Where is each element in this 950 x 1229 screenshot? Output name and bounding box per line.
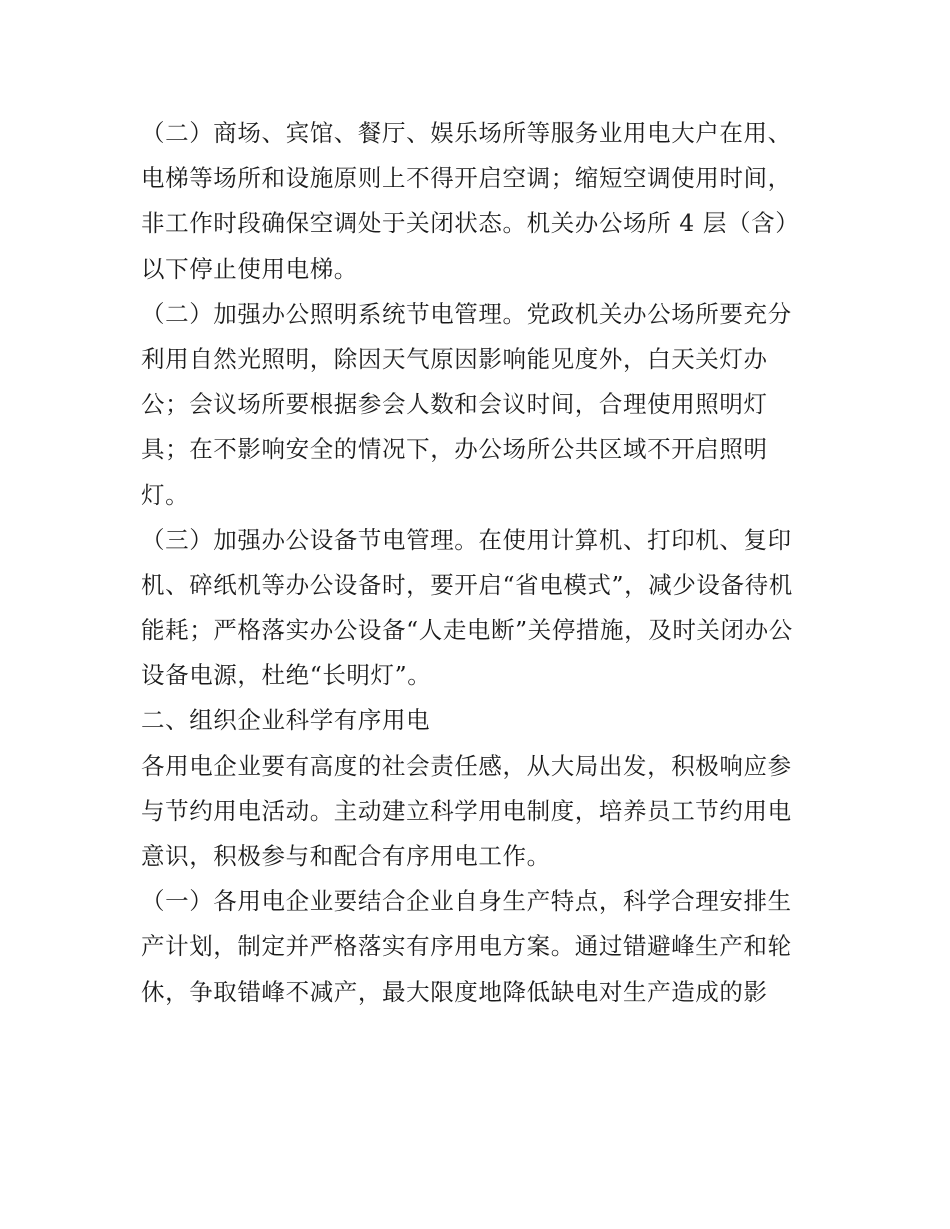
text-line: 设备电源，杜绝“长明灯”。: [141, 661, 432, 690]
text-line: 电梯等场所和设施原则上不得开启空调；缩短空调使用时间，: [141, 164, 792, 193]
text-line: 利用自然光照明，除因天气原因影响能见度外，白天关灯办: [141, 344, 768, 373]
text-line: 休，争取错峰不减产，最大限度地降低缺电对生产造成的影: [141, 977, 768, 1006]
text-line: 产计划，制定并严格落实有序用电方案。通过错避峰生产和轮: [141, 932, 792, 961]
section-heading: 二、组织企业科学有序用电: [141, 706, 431, 735]
text-line: 具；在不影响安全的情况下，办公场所公共区域不开启照明: [141, 435, 768, 464]
text-line: 非工作时段确保空调处于关闭状态。机关办公场所 4 层（含）: [141, 209, 800, 238]
text-line: 灯。: [141, 480, 190, 509]
text-line: 各用电企业要有高度的社会责任感，从大局出发，积极响应参: [141, 751, 792, 780]
text-line: 意识，积极参与和配合有序用电工作。: [141, 842, 551, 870]
text-line: 与节约用电活动。主动建立科学用电制度，培养员工节约用电: [141, 796, 792, 825]
text-line: （二）商场、宾馆、餐厅、娱乐场所等服务业用电大户在用、: [141, 119, 792, 147]
text-line: 机、碎纸机等办公设备时，要开启“省电模式”，减少设备待机: [141, 570, 793, 599]
text-line: 以下停止使用电梯。: [141, 254, 358, 283]
document-body: [141, 111, 821, 1015]
text-line: （二）加强办公照明系统节电管理。党政机关办公场所要充分: [141, 299, 792, 328]
text-line: （三）加强办公设备节电管理。在使用计算机、打印机、复印: [141, 525, 792, 554]
text-line: 能耗；严格落实办公设备“人走电断”关停措施，及时关闭办公: [141, 616, 793, 645]
text-line: 公；会议场所要根据参会人数和会议时间，合理使用照明灯: [141, 390, 768, 419]
text-line: （一）各用电企业要结合企业自身生产特点，科学合理安排生: [141, 887, 792, 916]
